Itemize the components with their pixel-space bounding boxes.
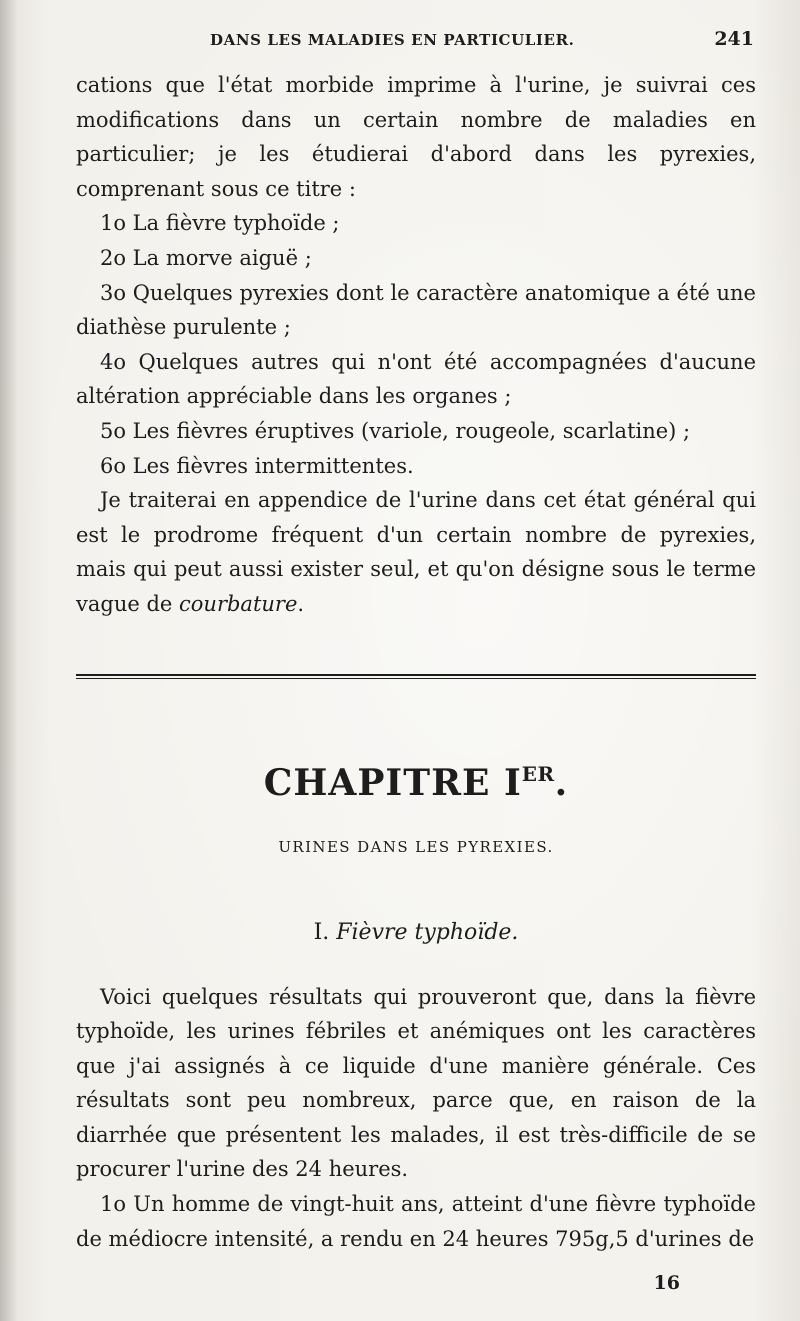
chapter-rule <box>76 674 756 680</box>
chapter-title <box>76 762 756 812</box>
double-rule <box>76 674 756 679</box>
section-title <box>76 920 756 950</box>
running-title: DANS LES MALADIES EN PARTICULIER. <box>210 31 575 49</box>
appendix-text: Je traiterai en appendice de l'urine dans cet état général qui est le prodrome fréquent d'un certain nombre de pyrexies, mais qui peut aussi exister seul, et qu'on désigne sous le terme vague de <box>76 488 756 616</box>
intro-text <box>76 68 756 622</box>
signature-mark: 16 <box>653 1272 680 1294</box>
appendix-end: . <box>297 591 305 616</box>
list-item: 5o Les fièvres éruptives (variole, rougeole, scarlatine) ; <box>100 418 691 443</box>
chapter-title-end: . <box>554 761 569 804</box>
chapter-title-text: CHAPITRE I <box>263 761 522 804</box>
intro-paragraph: cations que l'état morbide imprime à l'urine, je suivrai ces modifications dans un certain nombre de maladies en particulier; je les étudierai d'abord dans les pyrexies, comprenant sous ce titre : <box>76 73 756 201</box>
list-item: 6o Les fièvres intermittentes. <box>100 453 414 478</box>
body-paragraph: 1o Un homme de vingt-huit ans, atteint d'une fièvre typhoïde de médiocre intensité, a rendu en 24 heures 795g,5 d'urines de <box>76 1192 756 1251</box>
appendix-italic-term: courbature <box>179 591 298 616</box>
list-item: 4o Quelques autres qui n'ont été accompagnées d'aucune altération appréciable dans les organes ; <box>76 349 756 409</box>
page-number: 241 <box>714 28 754 50</box>
chapter-subtitle: URINES DANS LES PYREXIES. <box>278 837 554 856</box>
chapter-title-superscript: ER <box>521 761 555 786</box>
section-name: Fièvre typhoïde. <box>336 919 519 945</box>
list-item: 3o Quelques pyrexies dont le caractère anatomique a été une diathèse purulente ; <box>76 280 756 340</box>
list-item: 1o La fièvre typhoïde ; <box>100 211 340 236</box>
gutter-shadow <box>0 0 18 1321</box>
list-item: 2o La morve aiguë ; <box>100 245 312 270</box>
running-head <box>76 28 756 68</box>
appendix-paragraph <box>76 483 756 621</box>
body-paragraph: Voici quelques résultats qui prouveront que, dans la fièvre typhoïde, les urines fébriles et anémiques ont les caractères que j'ai assignés à ce liquide d'une manière générale. Ces résultats sont peu nombreux, parce que, en raison de la diarrhée que présentent les malades, il est très-difficile de se procurer l'urine des 24 heures. <box>76 984 756 1182</box>
section-body <box>76 980 756 1257</box>
section-number: I. <box>313 919 330 945</box>
